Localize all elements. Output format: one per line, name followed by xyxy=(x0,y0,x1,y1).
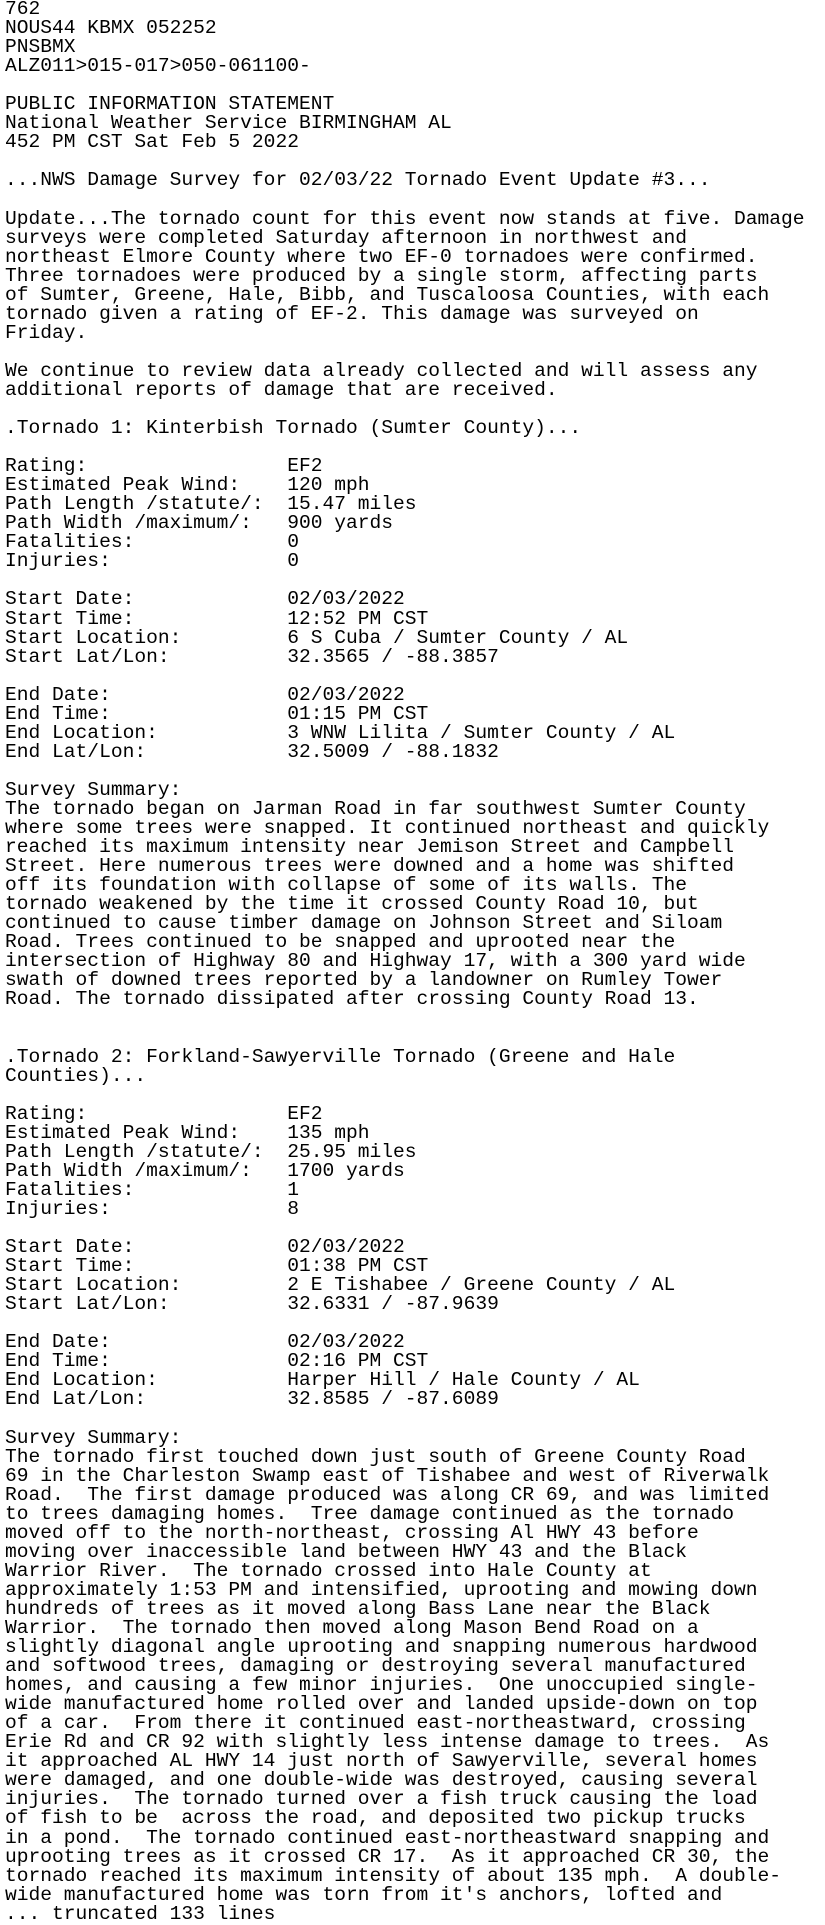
document-line: End Time: 01:15 PM CST xyxy=(5,702,429,725)
document-line: approximately 1:53 PM and intensified, uprooting and mowing down xyxy=(5,1578,758,1601)
document-line: 762 xyxy=(5,0,41,20)
pns-document-text xyxy=(5,0,820,1924)
document-line: in a pond. The tornado continued east-northeastward snapping and xyxy=(5,1826,770,1849)
document-line: NOUS44 KBMX 052252 xyxy=(5,17,217,40)
document-line: tornado weakened by the time it crossed County Road 10, but xyxy=(5,893,699,916)
document-line: where some trees were snapped. It continued northeast and quickly xyxy=(5,817,770,840)
document-line: of Sumter, Greene, Hale, Bibb, and Tuscaloosa Counties, with each xyxy=(5,283,770,306)
document-line: wide manufactured home was torn from it's anchors, lofted and xyxy=(5,1883,723,1906)
document-line: of fish to be across the road, and deposited two pickup trucks xyxy=(5,1807,746,1830)
document-line: Path Length /statute/: 25.95 miles xyxy=(5,1140,417,1163)
document-line: Start Lat/Lon: 32.6331 / -87.9639 xyxy=(5,1293,499,1316)
document-line: End Lat/Lon: 32.8585 / -87.6089 xyxy=(5,1388,499,1411)
document-line: Counties)... xyxy=(5,1064,147,1087)
document-line: Start Date: 02/03/2022 xyxy=(5,588,405,611)
document-line: The tornado first touched down just south of Greene County Road xyxy=(5,1445,746,1468)
document-line: Estimated Peak Wind: 135 mph xyxy=(5,1121,370,1144)
document-line: Fatalities: 1 xyxy=(5,1178,299,1201)
document-line: Start Location: 2 E Tishabee / Greene County / AL xyxy=(5,1274,676,1297)
document-line: intersection of Highway 80 and Highway 17, with a 300 yard wide xyxy=(5,950,746,973)
document-line: End Date: 02/03/2022 xyxy=(5,683,405,706)
document-line: hundreds of trees as it moved along Bass Lane near the Black xyxy=(5,1597,711,1620)
document-line: Friday. xyxy=(5,321,88,344)
document-line: tornado given a rating of EF-2. This damage was surveyed on xyxy=(5,302,699,325)
document-line: Start Lat/Lon: 32.3565 / -88.3857 xyxy=(5,645,499,668)
document-line: Start Date: 02/03/2022 xyxy=(5,1236,405,1259)
document-line: Fatalities: 0 xyxy=(5,531,299,554)
document-line: moving over inaccessible land between HWY 43 and the Black xyxy=(5,1540,687,1563)
document-line: and softwood trees, damaging or destroying several manufactured xyxy=(5,1655,746,1678)
document-line: Injuries: 8 xyxy=(5,1197,299,1220)
document-line: injuries. The tornado turned over a fish truck causing the load xyxy=(5,1788,758,1811)
document-line: Path Width /maximum/: 1700 yards xyxy=(5,1159,405,1182)
document-line: PUBLIC INFORMATION STATEMENT xyxy=(5,93,335,116)
document-line: wide manufactured home rolled over and landed upside-down on top xyxy=(5,1693,758,1716)
document-line: Start Time: 12:52 PM CST xyxy=(5,607,429,630)
document-line: Three tornadoes were produced by a single storm, affecting parts xyxy=(5,264,758,287)
document-line: 452 PM CST Sat Feb 5 2022 xyxy=(5,131,299,154)
document-line: Warrior River. The tornado crossed into Hale County at xyxy=(5,1559,652,1582)
document-line: uprooting trees as it crossed CR 17. As it approached CR 30, the xyxy=(5,1845,770,1868)
document-line: Update...The tornado count for this event now stands at five. Damage xyxy=(5,207,805,230)
document-line: homes, and causing a few minor injuries. One unoccupied single- xyxy=(5,1674,758,1697)
document-line: Erie Rd and CR 92 with slightly less intense damage to trees. As xyxy=(5,1731,770,1754)
document-line: Street. Here numerous trees were downed and a home was shifted xyxy=(5,855,735,878)
document-line: surveys were completed Saturday afternoon in northwest and xyxy=(5,226,687,249)
document-line: Rating: EF2 xyxy=(5,455,323,478)
document-line: Road. The tornado dissipated after crossing County Road 13. xyxy=(5,988,699,1011)
document-line: Road. Trees continued to be snapped and uprooted near the xyxy=(5,931,676,954)
document-line: moved off to the north-northeast, crossing Al HWY 43 before xyxy=(5,1521,699,1544)
document-line: to trees damaging homes. Tree damage continued as the tornado xyxy=(5,1502,735,1525)
document-line: northeast Elmore County where two EF-0 tornadoes were confirmed. xyxy=(5,245,758,268)
document-line: National Weather Service BIRMINGHAM AL xyxy=(5,112,452,135)
document-line: ...NWS Damage Survey for 02/03/22 Tornado Event Update #3... xyxy=(5,169,711,192)
document-line: The tornado began on Jarman Road in far southwest Sumter County xyxy=(5,797,746,820)
document-line: Warrior. The tornado then moved along Mason Bend Road on a xyxy=(5,1616,699,1639)
document-line: End Location: 3 WNW Lilita / Sumter County / AL xyxy=(5,721,676,744)
document-line: tornado reached its maximum intensity of about 135 mph. A double- xyxy=(5,1864,782,1887)
document-line: Start Location: 6 S Cuba / Sumter County / AL xyxy=(5,626,629,649)
document-line: it approached AL HWY 14 just north of Sawyerville, several homes xyxy=(5,1750,758,1773)
document-line: slightly diagonal angle uprooting and snapping numerous hardwood xyxy=(5,1636,758,1659)
document-line: continued to cause timber damage on Johnson Street and Siloam xyxy=(5,912,723,935)
document-line: were damaged, and one double-wide was destroyed, causing several xyxy=(5,1769,758,1792)
document-line: .Tornado 2: Forkland-Sawyerville Tornado (Greene and Hale xyxy=(5,1045,676,1068)
document-line: 69 in the Charleston Swamp east of Tishabee and west of Riverwalk xyxy=(5,1464,770,1487)
document-line: of a car. From there it continued east-northeastward, crossing xyxy=(5,1712,746,1735)
document-line: PNSBMX xyxy=(5,36,76,59)
document-line: We continue to review data already collected and will assess any xyxy=(5,359,758,382)
document-line: Injuries: 0 xyxy=(5,550,299,573)
document-line: Road. The first damage produced was along CR 69, and was limited xyxy=(5,1483,770,1506)
document-line: ... truncated 133 lines xyxy=(5,1902,276,1925)
document-line: reached its maximum intensity near Jemison Street and Campbell xyxy=(5,836,735,859)
document-line: Survey Summary: xyxy=(5,1426,182,1449)
document-line: End Date: 02/03/2022 xyxy=(5,1331,405,1354)
document-line: End Lat/Lon: 32.5009 / -88.1832 xyxy=(5,740,499,763)
document-line: Start Time: 01:38 PM CST xyxy=(5,1255,429,1278)
document-line: Survey Summary: xyxy=(5,778,182,801)
document-line: End Location: Harper Hill / Hale County / AL xyxy=(5,1369,640,1392)
document-line: Estimated Peak Wind: 120 mph xyxy=(5,474,370,497)
document-line: Path Length /statute/: 15.47 miles xyxy=(5,493,417,516)
document-line: additional reports of damage that are received. xyxy=(5,378,558,401)
document-line: Rating: EF2 xyxy=(5,1102,323,1125)
document-line: ALZ011>015-017>050-061100- xyxy=(5,55,311,78)
document-line: End Time: 02:16 PM CST xyxy=(5,1350,429,1373)
document-line: Path Width /maximum/: 900 yards xyxy=(5,512,394,535)
document-line: swath of downed trees reported by a landowner on Rumley Tower xyxy=(5,969,723,992)
document-line: .Tornado 1: Kinterbish Tornado (Sumter County)... xyxy=(5,417,582,440)
document-line: off its foundation with collapse of some of its walls. The xyxy=(5,874,687,897)
